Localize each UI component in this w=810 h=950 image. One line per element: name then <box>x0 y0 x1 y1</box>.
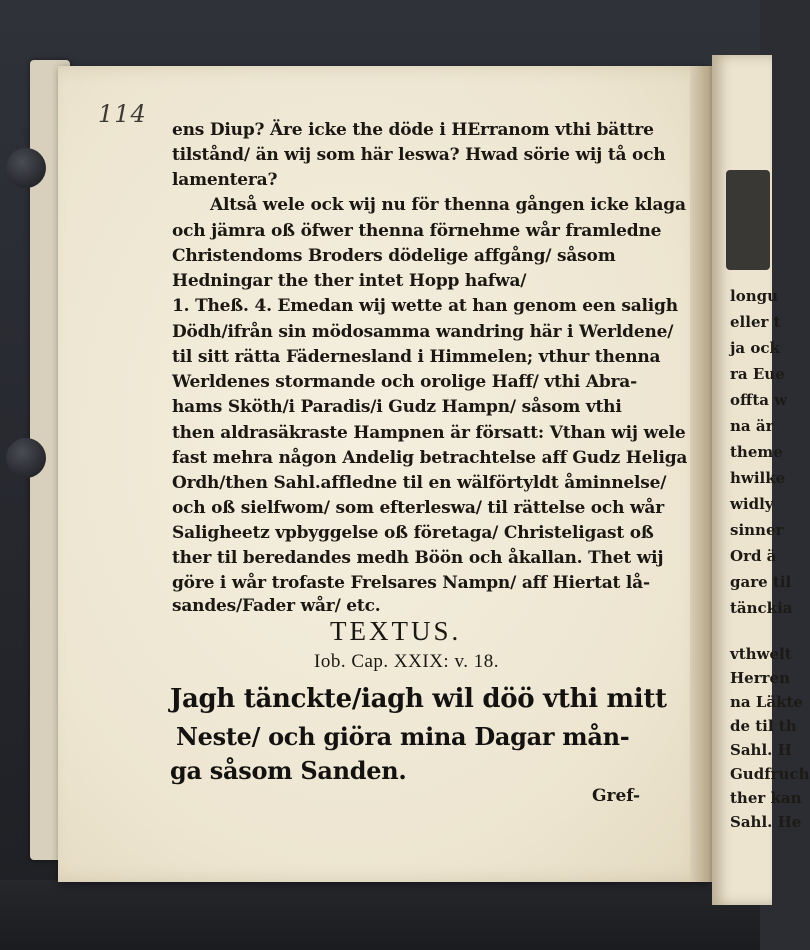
scripture-reference: Iob. Cap. XXIX: v. 18. <box>314 651 499 672</box>
body-text-line: Dödh/ifrån sin mödosamma wandring här i Werldene/ <box>172 322 674 342</box>
facing-line: na är <box>730 417 774 435</box>
body-text-line: ens Diup? Äre icke the döde i HErranom vthi bättre <box>172 120 654 140</box>
textus-heading: TEXTUS. <box>330 616 462 646</box>
body-text-line: tilstånd/ än wij som här leswa? Hwad sörie wij tå och <box>172 145 666 165</box>
body-text-line: 1. Theß. 4. Emedan wij wette at han genom een saligh <box>172 296 678 316</box>
facing-line: Ord ä <box>730 547 777 565</box>
body-text-line: fast mehra någon Andelig betrachtelse aff Gudz Heliga <box>172 448 688 468</box>
facing-line: ra Eue <box>730 365 785 383</box>
book-clip-bottom <box>6 438 46 478</box>
facing-line: vthwelt <box>730 645 792 663</box>
facing-line: hwilke <box>730 469 786 487</box>
facing-line: offta w <box>730 391 788 409</box>
body-text-line: Saligheetz vpbyggelse oß företaga/ Christeligast oß <box>172 523 654 543</box>
body-text-line: Altså wele ock wij nu för thenna gången icke klaga <box>210 195 686 215</box>
body-text-line: och jämra oß öfwer thenna förnehme wår framledne <box>172 221 662 241</box>
facing-line: longu <box>730 287 779 305</box>
facing-page-initial-ornament <box>726 170 770 270</box>
facing-line: na Läkte <box>730 693 803 711</box>
body-text-line: til sitt rätta Fädernesland i Himmelen; vthur thenna <box>172 347 661 367</box>
facing-line: Gudfruch <box>730 765 810 783</box>
body-text-line: lamentera? <box>172 170 278 190</box>
facing-line: tänckia <box>730 599 793 617</box>
facing-line: eller t <box>730 313 781 331</box>
book-clip-top <box>6 148 46 188</box>
body-text-line: och oß sielfwom/ som efterleswa/ til rättelse och wår <box>172 498 664 518</box>
body-text-line: Werldenes stormande och orolige Haff/ vthi Abra- <box>172 372 637 392</box>
facing-line: gare til <box>730 573 792 591</box>
body-text-line: sandes/Fader wår/ etc. <box>172 596 381 616</box>
facing-line: Sahl. He <box>730 813 802 831</box>
page-number: 114 <box>98 100 147 128</box>
body-text-line: Ordh/then Sahl.affledne til en wälförtyldt åminnelse/ <box>172 473 667 493</box>
facing-line: de til th <box>730 717 797 735</box>
facing-line: ja ock <box>730 339 780 357</box>
body-text-line: Hedningar the ther intet Hopp hafwa/ <box>172 271 527 291</box>
body-text-line: hams Sköth/i Paradis/i Gudz Hampn/ såsom vthi <box>172 397 622 417</box>
background-surface <box>0 880 760 950</box>
facing-line: Sahl. H <box>730 741 792 759</box>
facing-line: Herren <box>730 669 790 687</box>
body-text-line: Christendoms Broders dödelige affgång/ såsom <box>172 246 616 266</box>
body-text-line: then aldrasäkraste Hampnen är försatt: Vthan wij wele <box>172 423 686 443</box>
verse-line: Neste/ och giöra mina Dagar mån- <box>176 722 630 751</box>
body-text-line: göre i wår trofaste Frelsares Nampn/ aff Hiertat lå- <box>172 573 650 593</box>
facing-line: widly <box>730 495 774 513</box>
facing-page <box>712 55 810 905</box>
catchword: Gref- <box>592 786 641 806</box>
facing-line: sinner <box>730 521 784 539</box>
body-text-line: ther til beredandes medh Böön och åkallan. Thet wij <box>172 548 664 568</box>
facing-line: ther kan <box>730 789 802 807</box>
verse-line: ga såsom Sanden. <box>170 756 407 785</box>
verse-line: Jagh tänckte/iagh wil döö vthi mitt <box>170 684 667 714</box>
facing-line: theme <box>730 443 783 461</box>
